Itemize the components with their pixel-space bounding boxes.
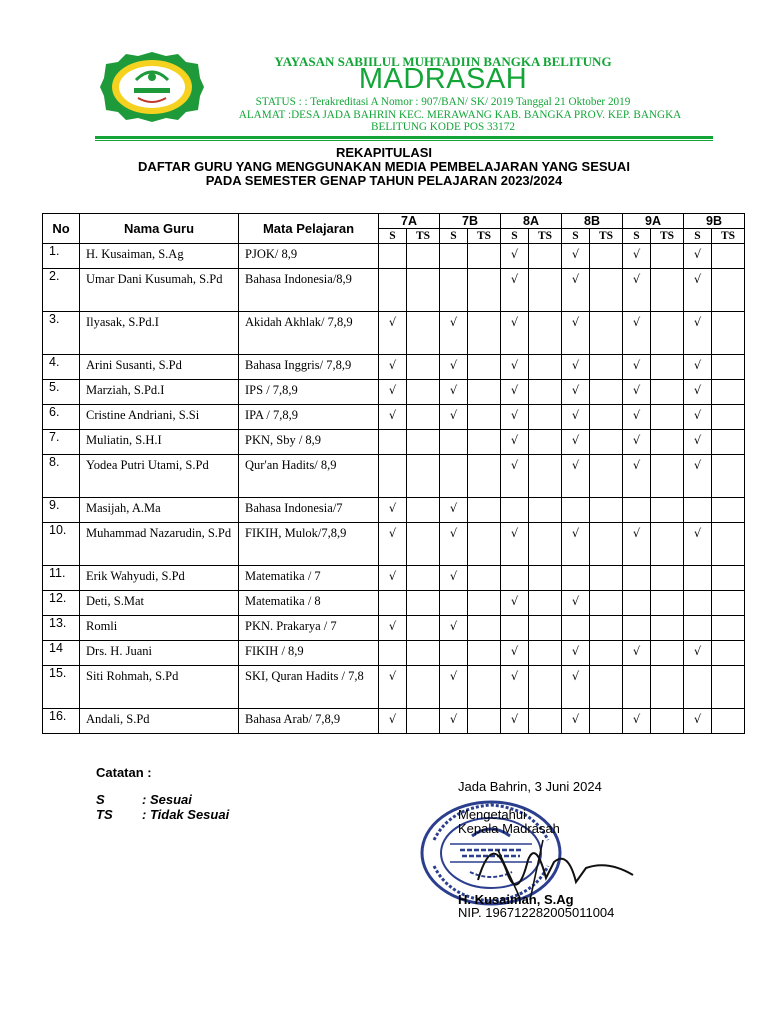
table-row [43, 709, 745, 734]
mark-cell-8a-ts [529, 380, 562, 405]
mark-cell-9b-ts [712, 269, 745, 312]
mark-cell-8a-ts [529, 709, 562, 734]
mark-cell-8a-s: √ [501, 380, 529, 405]
header-class-7b: 7B [440, 214, 501, 229]
institution-name: MADRASAH [358, 63, 528, 95]
mark-cell-9b-ts [712, 380, 745, 405]
row-number: 11. [43, 566, 80, 591]
header-s-7a: S [379, 229, 407, 244]
teacher-name: Arini Susanti, S.Pd [80, 355, 239, 380]
mark-cell-8a-s: √ [501, 641, 529, 666]
signature-nip: NIP. 196712282005011004 [458, 905, 615, 920]
mark-cell-9a-s: √ [623, 405, 651, 430]
mark-cell-9a-ts [651, 380, 684, 405]
teacher-name: Umar Dani Kusumah, S.Pd [80, 269, 239, 312]
teacher-name: Masijah, A.Ma [80, 498, 239, 523]
header-s-8b: S [562, 229, 590, 244]
table-row [43, 269, 745, 312]
mark-cell-7b-s [440, 244, 468, 269]
mark-cell-8a-s: √ [501, 666, 529, 709]
notes-title: Catatan : [96, 765, 152, 780]
teacher-name: Muliatin, S.H.I [80, 430, 239, 455]
mark-cell-8a-s: √ [501, 269, 529, 312]
mark-cell-9a-ts [651, 666, 684, 709]
mark-cell-9a-s: √ [623, 455, 651, 498]
table-row [43, 244, 745, 269]
header-class-8a: 8A [501, 214, 562, 229]
subject-name: Bahasa Inggris/ 7,8,9 [239, 355, 379, 380]
mark-cell-7b-ts [468, 709, 501, 734]
mark-cell-7b-ts [468, 591, 501, 616]
row-number: 15. [43, 666, 80, 709]
mark-cell-9b-ts [712, 616, 745, 641]
mark-cell-7a-s: √ [379, 498, 407, 523]
row-number: 1. [43, 244, 80, 269]
row-number: 9. [43, 498, 80, 523]
mark-cell-9a-s [623, 666, 651, 709]
subject-name: Matematika / 7 [239, 566, 379, 591]
foundation-name: YAYASAN SABIILUL MUHTADIIN BANGKA BELITUNG [274, 54, 612, 69]
header-subject: Mata Pelajaran [239, 214, 379, 244]
mark-cell-9a-s: √ [623, 709, 651, 734]
mark-cell-8a-s [501, 498, 529, 523]
mark-cell-9b-ts [712, 355, 745, 380]
mark-cell-7a-ts [407, 616, 440, 641]
row-number: 5. [43, 380, 80, 405]
row-number: 2. [43, 269, 80, 312]
mark-cell-7a-ts [407, 380, 440, 405]
header-divider [95, 136, 713, 139]
header-name: Nama Guru [80, 214, 239, 244]
mark-cell-9b-ts [712, 312, 745, 355]
mark-cell-8b-ts [590, 616, 623, 641]
mark-cell-7a-s: √ [379, 312, 407, 355]
mark-cell-8a-s: √ [501, 455, 529, 498]
teacher-name: Siti Rohmah, S.Pd [80, 666, 239, 709]
mark-cell-8a-ts [529, 591, 562, 616]
mark-cell-8a-ts [529, 312, 562, 355]
mark-cell-7b-s: √ [440, 498, 468, 523]
subject-name: PKN, Sby / 8,9 [239, 430, 379, 455]
accreditation-status: STATUS : : Terakreditasi A Nomor : 907/BAN/ SK/ 2019 Tanggal 21 Oktober 2019 [255, 96, 631, 108]
legend-ts-code: TS [96, 807, 113, 822]
mark-cell-7b-s: √ [440, 405, 468, 430]
header-class-9b: 9B [684, 214, 745, 229]
mark-cell-9b-s: √ [684, 405, 712, 430]
mark-cell-9b-s [684, 666, 712, 709]
mark-cell-8b-ts [590, 355, 623, 380]
mark-cell-7a-s: √ [379, 709, 407, 734]
mark-cell-8b-ts [590, 430, 623, 455]
mark-cell-8a-ts [529, 405, 562, 430]
mark-cell-9a-s: √ [623, 312, 651, 355]
table-row [43, 666, 745, 709]
mark-cell-8a-s: √ [501, 709, 529, 734]
mark-cell-7a-ts [407, 709, 440, 734]
mark-cell-8b-s: √ [562, 430, 590, 455]
subject-name: Bahasa Indonesia/7 [239, 498, 379, 523]
mark-cell-9a-s: √ [623, 430, 651, 455]
mark-cell-7a-s: √ [379, 380, 407, 405]
subject-name: PJOK/ 8,9 [239, 244, 379, 269]
mark-cell-7b-ts [468, 666, 501, 709]
mark-cell-7b-s: √ [440, 666, 468, 709]
mark-cell-8a-ts [529, 355, 562, 380]
mark-cell-9a-ts [651, 709, 684, 734]
mark-cell-8a-s: √ [501, 430, 529, 455]
legend-ts-text: : Tidak Sesuai [142, 807, 230, 822]
mark-cell-9a-ts [651, 244, 684, 269]
mark-cell-9a-ts [651, 312, 684, 355]
mark-cell-7b-s: √ [440, 355, 468, 380]
row-number: 10. [43, 523, 80, 566]
subject-name: Qur'an Hadits/ 8,9 [239, 455, 379, 498]
mark-cell-9a-ts [651, 269, 684, 312]
mark-cell-7a-ts [407, 269, 440, 312]
mark-cell-7a-ts [407, 566, 440, 591]
row-number: 6. [43, 405, 80, 430]
mark-cell-9b-s: √ [684, 355, 712, 380]
mark-cell-9a-ts [651, 616, 684, 641]
mark-cell-8b-s: √ [562, 455, 590, 498]
header-ts-8a: TS [529, 229, 562, 244]
mark-cell-7a-ts [407, 312, 440, 355]
mark-cell-8a-ts [529, 666, 562, 709]
mark-cell-8b-ts [590, 666, 623, 709]
mark-cell-7b-ts [468, 616, 501, 641]
mark-cell-7b-s: √ [440, 709, 468, 734]
subject-name: IPS / 7,8,9 [239, 380, 379, 405]
mark-cell-9a-s [623, 616, 651, 641]
mark-cell-7a-ts [407, 430, 440, 455]
mark-cell-7a-s: √ [379, 616, 407, 641]
mark-cell-7b-s: √ [440, 566, 468, 591]
mark-cell-8a-s [501, 616, 529, 641]
mark-cell-8a-ts [529, 498, 562, 523]
header-ts-8b: TS [590, 229, 623, 244]
mark-cell-7b-s: √ [440, 523, 468, 566]
mark-cell-7b-ts [468, 269, 501, 312]
mark-cell-9b-s: √ [684, 523, 712, 566]
mark-cell-7a-s [379, 244, 407, 269]
table-row [43, 355, 745, 380]
mark-cell-8b-ts [590, 455, 623, 498]
table-row [43, 641, 745, 666]
table-row [43, 523, 745, 566]
table-row [43, 312, 745, 355]
table-row [43, 430, 745, 455]
teacher-name: H. Kusaiman, S.Ag [80, 244, 239, 269]
mark-cell-7a-s [379, 591, 407, 616]
legend-s-code: S [96, 792, 105, 807]
table-row [43, 566, 745, 591]
row-number: 13. [43, 616, 80, 641]
teacher-name: Andali, S.Pd [80, 709, 239, 734]
row-number: 4. [43, 355, 80, 380]
mark-cell-9b-s: √ [684, 641, 712, 666]
legend-s-text: : Sesuai [142, 792, 192, 807]
mark-cell-8b-ts [590, 380, 623, 405]
mark-cell-7a-ts [407, 523, 440, 566]
header-s-9b: S [684, 229, 712, 244]
header-ts-9b: TS [712, 229, 745, 244]
mark-cell-7a-ts [407, 405, 440, 430]
mark-cell-7b-ts [468, 355, 501, 380]
mark-cell-7a-s [379, 455, 407, 498]
mark-cell-8a-s: √ [501, 405, 529, 430]
mark-cell-7a-s: √ [379, 355, 407, 380]
header-divider-thin [95, 140, 713, 141]
document-subtitle: DAFTAR GURU YANG MENGGUNAKAN MEDIA PEMBELAJARAN YANG SESUAI [138, 159, 630, 174]
mark-cell-7a-ts [407, 641, 440, 666]
mark-cell-9b-s [684, 498, 712, 523]
mark-cell-9a-s [623, 498, 651, 523]
mark-cell-8a-s [501, 566, 529, 591]
mark-cell-7a-s [379, 430, 407, 455]
mark-cell-8b-s: √ [562, 269, 590, 312]
mark-cell-9b-ts [712, 523, 745, 566]
mark-cell-8b-s: √ [562, 312, 590, 355]
signature-place-date: Jada Bahrin, 3 Juni 2024 [458, 779, 602, 794]
mark-cell-8b-s: √ [562, 591, 590, 616]
mark-cell-7a-ts [407, 666, 440, 709]
mark-cell-7b-s [440, 455, 468, 498]
mark-cell-8a-s: √ [501, 523, 529, 566]
mark-cell-7b-s [440, 591, 468, 616]
mark-cell-8b-s: √ [562, 244, 590, 269]
mark-cell-7b-ts [468, 312, 501, 355]
mark-cell-8a-ts [529, 523, 562, 566]
mark-cell-7b-ts [468, 566, 501, 591]
mark-cell-7a-s: √ [379, 523, 407, 566]
subject-name: IPA / 7,8,9 [239, 405, 379, 430]
mark-cell-7b-s [440, 430, 468, 455]
mark-cell-8a-ts [529, 430, 562, 455]
address-line-2: BELITUNG KODE POS 33172 [371, 121, 515, 133]
mark-cell-9b-s: √ [684, 430, 712, 455]
mark-cell-8b-s: √ [562, 523, 590, 566]
mark-cell-7b-s: √ [440, 380, 468, 405]
table-row [43, 405, 745, 430]
mark-cell-7a-ts [407, 455, 440, 498]
teacher-name: Yodea Putri Utami, S.Pd [80, 455, 239, 498]
mark-cell-7a-ts [407, 355, 440, 380]
subject-name: FIKIH, Mulok/7,8,9 [239, 523, 379, 566]
teacher-name: Ilyasak, S.Pd.I [80, 312, 239, 355]
mark-cell-9b-s: √ [684, 312, 712, 355]
mark-cell-7a-s [379, 641, 407, 666]
table-row [43, 498, 745, 523]
mark-cell-8b-ts [590, 709, 623, 734]
mark-cell-8b-s: √ [562, 666, 590, 709]
teacher-name: Marziah, S.Pd.I [80, 380, 239, 405]
mark-cell-8b-s: √ [562, 380, 590, 405]
header-s-8a: S [501, 229, 529, 244]
mark-cell-9b-ts [712, 405, 745, 430]
mark-cell-7b-ts [468, 405, 501, 430]
header-no: No [43, 214, 80, 244]
mark-cell-7a-s [379, 269, 407, 312]
mark-cell-8a-ts [529, 269, 562, 312]
mark-cell-7b-s [440, 641, 468, 666]
address-line-1: ALAMAT :DESA JADA BAHRIN KEC. MERAWANG KAB. BANGKA PROV. KEP. BANGKA [238, 109, 682, 121]
mark-cell-8b-ts [590, 312, 623, 355]
mark-cell-9a-s [623, 591, 651, 616]
mark-cell-9b-s: √ [684, 709, 712, 734]
mark-cell-9a-ts [651, 498, 684, 523]
mark-cell-8b-s: √ [562, 709, 590, 734]
table-row [43, 591, 745, 616]
mark-cell-7a-ts [407, 591, 440, 616]
row-number: 7. [43, 430, 80, 455]
teacher-name: Cristine Andriani, S.Si [80, 405, 239, 430]
mark-cell-8b-ts [590, 641, 623, 666]
mark-cell-9b-s [684, 591, 712, 616]
mark-cell-9b-ts [712, 430, 745, 455]
mark-cell-7b-s: √ [440, 616, 468, 641]
mark-cell-9b-ts [712, 591, 745, 616]
header-ts-7b: TS [468, 229, 501, 244]
mark-cell-9b-s [684, 616, 712, 641]
mark-cell-8a-s: √ [501, 355, 529, 380]
mark-cell-9b-ts [712, 498, 745, 523]
table-row [43, 380, 745, 405]
mark-cell-9a-s: √ [623, 244, 651, 269]
mark-cell-7b-ts [468, 244, 501, 269]
mark-cell-8a-s: √ [501, 591, 529, 616]
mark-cell-9a-ts [651, 355, 684, 380]
mark-cell-8b-ts [590, 566, 623, 591]
mark-cell-8b-s [562, 616, 590, 641]
subject-name: PKN. Prakarya / 7 [239, 616, 379, 641]
mark-cell-7b-ts [468, 380, 501, 405]
header-ts-7a: TS [407, 229, 440, 244]
mark-cell-8b-s: √ [562, 641, 590, 666]
header-s-9a: S [623, 229, 651, 244]
mark-cell-8b-s: √ [562, 355, 590, 380]
header-ts-9a: TS [651, 229, 684, 244]
header-class-8b: 8B [562, 214, 623, 229]
mark-cell-9a-s: √ [623, 523, 651, 566]
mark-cell-8b-ts [590, 591, 623, 616]
subject-name: SKI, Quran Hadits / 7,8 [239, 666, 379, 709]
mark-cell-8a-s: √ [501, 244, 529, 269]
mark-cell-9a-ts [651, 430, 684, 455]
subject-name: Bahasa Indonesia/8,9 [239, 269, 379, 312]
mark-cell-8a-ts [529, 455, 562, 498]
mark-cell-9a-s [623, 566, 651, 591]
subject-name: Matematika / 8 [239, 591, 379, 616]
signature-name: H. Kusaiman, S.Ag [458, 892, 574, 907]
mark-cell-9a-ts [651, 591, 684, 616]
mark-cell-7a-s: √ [379, 566, 407, 591]
document-period: PADA SEMESTER GENAP TAHUN PELAJARAN 2023/2024 [205, 173, 563, 188]
row-number: 3. [43, 312, 80, 355]
mark-cell-8b-ts [590, 523, 623, 566]
mark-cell-9b-s [684, 566, 712, 591]
signature-role: Kepala Madrasah [458, 821, 560, 836]
mark-cell-7b-ts [468, 641, 501, 666]
mark-cell-7a-ts [407, 244, 440, 269]
mark-cell-9b-ts [712, 641, 745, 666]
mark-cell-8b-s [562, 498, 590, 523]
mark-cell-7a-s: √ [379, 405, 407, 430]
teacher-name: Drs. H. Juani [80, 641, 239, 666]
mark-cell-7b-ts [468, 430, 501, 455]
mark-cell-8a-ts [529, 641, 562, 666]
header-s-7b: S [440, 229, 468, 244]
mark-cell-7a-s: √ [379, 666, 407, 709]
school-crest-logo [100, 50, 204, 124]
header-class-7a: 7A [379, 214, 440, 229]
mark-cell-9a-ts [651, 641, 684, 666]
mark-cell-9b-s: √ [684, 244, 712, 269]
mark-cell-9b-ts [712, 244, 745, 269]
mark-cell-8b-ts [590, 498, 623, 523]
mark-cell-8a-ts [529, 244, 562, 269]
mark-cell-7a-ts [407, 498, 440, 523]
mark-cell-9b-ts [712, 709, 745, 734]
mark-cell-7b-s: √ [440, 312, 468, 355]
mark-cell-8b-s: √ [562, 405, 590, 430]
table-row [43, 455, 745, 498]
header-class-9a: 9A [623, 214, 684, 229]
mark-cell-7b-ts [468, 455, 501, 498]
mark-cell-9a-s: √ [623, 380, 651, 405]
signature-acknowledged: Mengetahui [458, 807, 526, 822]
row-number: 16. [43, 709, 80, 734]
subject-name: FIKIH / 8,9 [239, 641, 379, 666]
document-title: REKAPITULASI [335, 145, 433, 160]
mark-cell-9b-s: √ [684, 380, 712, 405]
mark-cell-9b-ts [712, 666, 745, 709]
mark-cell-9a-ts [651, 405, 684, 430]
teacher-name: Romli [80, 616, 239, 641]
mark-cell-9a-s: √ [623, 269, 651, 312]
mark-cell-8a-ts [529, 616, 562, 641]
mark-cell-7b-ts [468, 523, 501, 566]
row-number: 14 [43, 641, 80, 666]
mark-cell-8b-ts [590, 405, 623, 430]
mark-cell-8a-ts [529, 566, 562, 591]
subject-name: Bahasa Arab/ 7,8,9 [239, 709, 379, 734]
mark-cell-9a-ts [651, 566, 684, 591]
mark-cell-9a-ts [651, 455, 684, 498]
mark-cell-9a-s: √ [623, 355, 651, 380]
mark-cell-9b-s: √ [684, 455, 712, 498]
teacher-name: Erik Wahyudi, S.Pd [80, 566, 239, 591]
mark-cell-9b-s: √ [684, 269, 712, 312]
row-number: 12. [43, 591, 80, 616]
teacher-recap-table [42, 213, 745, 734]
teacher-name: Deti, S.Mat [80, 591, 239, 616]
mark-cell-8a-s: √ [501, 312, 529, 355]
mark-cell-8b-s [562, 566, 590, 591]
mark-cell-7b-s [440, 269, 468, 312]
mark-cell-9b-ts [712, 455, 745, 498]
subject-name: Akidah Akhlak/ 7,8,9 [239, 312, 379, 355]
table-row [43, 616, 745, 641]
row-number: 8. [43, 455, 80, 498]
mark-cell-8b-ts [590, 269, 623, 312]
mark-cell-9b-ts [712, 566, 745, 591]
mark-cell-7b-ts [468, 498, 501, 523]
mark-cell-8b-ts [590, 244, 623, 269]
teacher-name: Muhammad Nazarudin, S.Pd [80, 523, 239, 566]
mark-cell-9a-ts [651, 523, 684, 566]
mark-cell-9a-s: √ [623, 641, 651, 666]
